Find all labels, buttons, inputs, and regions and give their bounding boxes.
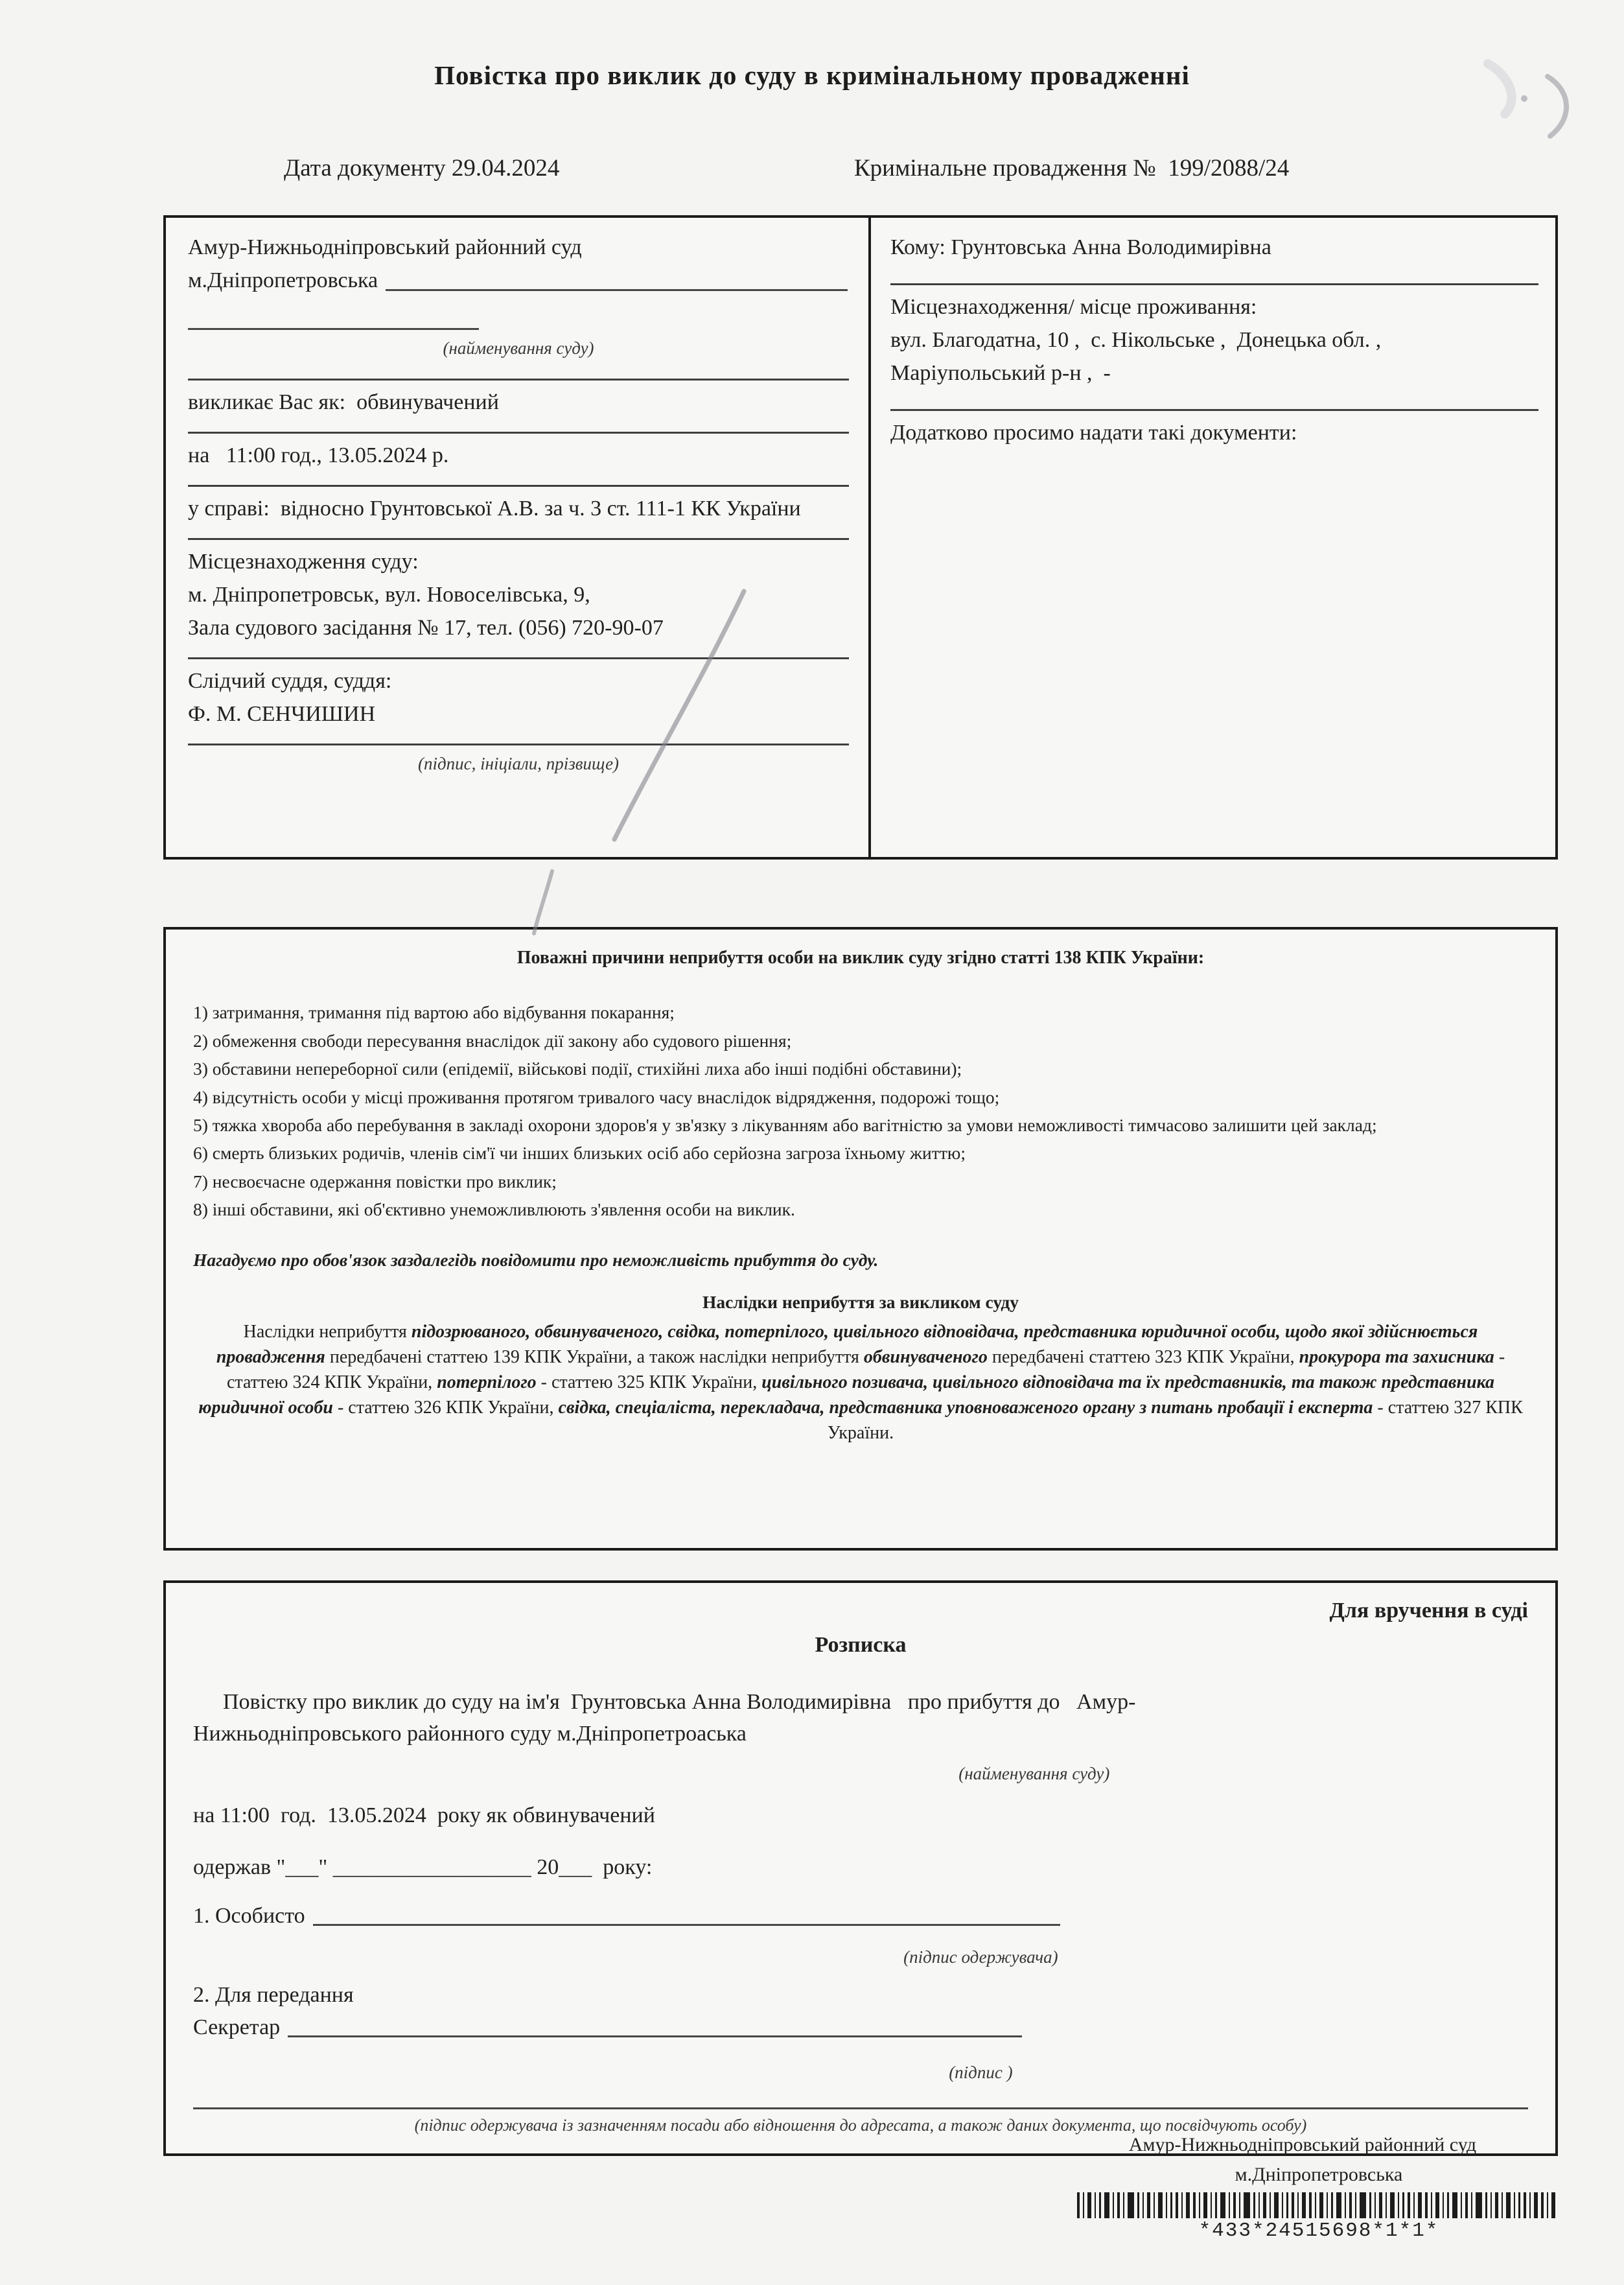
separator-line [188,538,849,540]
recipient-line: Кому: Грунтовська Анна Володимирівна [890,235,1271,259]
valid-reasons-box [163,927,1558,1551]
secretary-row [193,2011,1528,2043]
recipient-signature-caption: (підпис одержувача) [903,1947,1058,1967]
delivery-corner-note: Для вручення в суді [1329,1599,1528,1623]
consequences-paragraph: Наслідки неприбуття підозрюваного, обвинуваченого, свідка, потерпілого, цивільного відповідача, представника юридичної особи, щодо якої здійснюється провадження передбачені статтею 139 КПК України, а також наслідки неприбуття обвинуваченого передбачені статтею 323 КПК України, прокурора та захисника - статтею 324 КПК України, потерпілого - статтею 325 КПК України, цивільного позивача, цивільного відповідача та їх представників, та також представника юридичної особи - статтею 326 КПК України, свідка, спеціаліста, перекладача, представника уповноваженого органу з питань пробації і експерта - статтею 327 КПК України. [198,1321,1523,1444]
court-location-label: Місцезнаходження суду: [188,549,419,574]
page-title: Повістка про виклик до суду в кримінальному провадженні [434,60,1190,90]
blank-line-long [193,2107,1528,2109]
reason-item: 2) обмеження свободи пересування внаслідок дії закону або судового рішення; [193,1030,792,1051]
court-name-row [188,264,849,297]
court-location-line1: м. Дніпропетровськ, вул. Новоселівська, 9, [188,582,590,607]
judge-label: Слідчий суддя, суддя: [188,668,392,693]
judge-signature-caption: (підпис, ініціали, прізвище) [417,753,620,773]
signature-blank-line [288,2035,1022,2037]
secretary-label: Секретар [193,2015,281,2039]
reason-item: 3) обставини непереборної сили (епідемії, військові події, стихійні лиха або інші подібні обставини); [193,1059,962,1079]
court-name-line1: Амур-Нижньодніпровський районний суд [188,235,582,259]
blank-line [386,289,848,291]
pencil-dot [1521,95,1527,102]
attend-time-line: на 11:00 год. 13.05.2024 року як обвинувачений [193,1803,655,1828]
court-cell [166,218,871,857]
residence-label: Місцезнаходження/ місце проживання: [890,295,1257,319]
court-location-line2: Зала судового засідання № 17, тел. (056) 720-90-07 [188,615,664,640]
recipient-cell [871,218,1555,857]
court-name-caption: (найменування суду) [443,338,594,358]
transfer-label: 2. Для передання [193,1983,354,2008]
reason-item: 1) затримання, тримання під вартою або відбування покарання; [193,1002,675,1023]
barcode-text: *433*24515698*1*1* [1198,2220,1439,2242]
receipt-box [163,1580,1558,2156]
signature-caption: (підпис ) [949,2062,1013,2082]
valid-reasons-list [193,998,1528,1224]
case-number: Кримінальне провадження № 199/2088/24 [854,155,1290,182]
blank-line-short [188,306,479,330]
hearing-time-line: на 11:00 год., 13.05.2024 р. [188,443,449,467]
judge-name: Ф. М. СЕНЧИШИН [188,701,376,726]
receipt-heading: Розписка [815,1633,907,1658]
separator-line [188,379,849,381]
court-name-line2: м.Дніпропетровська [188,268,378,292]
notify-obligation-reminder: Нагадуємо про обов'язок заздалегідь повідомити про неможливість прибуття до суду. [193,1249,879,1270]
barcode [1077,2192,1560,2218]
reason-item: 7) несвоєчасне одержання повістки про виклик; [193,1171,557,1191]
personally-label: 1. Особисто [193,1903,305,1928]
reason-item: 6) смерть близьких родичів, членів сім'ї чи інших близьких осіб або серйозна загроза їхньому життю; [193,1143,966,1164]
reason-item: 4) відсутність особи у місці проживання протягом тривалого часу внаслідок відрядження, подорожі тощо; [193,1086,1000,1107]
consequences-title: Наслідки неприбуття за викликом суду [702,1292,1019,1313]
footer-court-name: Амур-Нижньодніпровський районний суд [1128,2134,1477,2155]
receipt-body-line1: Повістку про виклик до суду на ім'я Грунтовська Анна Володимирівна про прибуття до Амур- [223,1689,1136,1714]
signature-blank-line [313,1924,1061,1926]
separator-line [188,657,849,659]
summons-table [163,215,1558,860]
separator-line [188,744,849,745]
valid-reasons-heading: Поважні причини неприбуття особи на виклик суду згідно статті 138 КПК України: [516,948,1205,968]
receipt-bottom-caption: (підпис одержувача із зазначенням посади або відношення до адресата, а також даних документа, що посвідчують особу) [414,2116,1307,2135]
summoned-as-line: викликає Вас як: обвинувачений [188,390,499,414]
court-name-caption: (найменування суду) [958,1764,1110,1784]
separator-line [188,485,849,487]
personally-row [193,1900,1528,1932]
pen-stroke-tail [534,871,552,933]
footer-court-city: м.Дніпропетровська [1235,2164,1403,2185]
separator-line [890,283,1538,285]
receipt-body-line2: Нижньодніпровського районного суду м.Дніпропетроаська [193,1721,747,1746]
documents-request-label: Додатково просимо надати такі документи: [890,421,1297,445]
separator-line [890,409,1538,411]
residence-line1: вул. Благодатна, 10 , с. Нікольське , Донецька обл. , [890,328,1382,352]
separator-line [188,432,849,434]
reason-item: 8) інші обставини, які об'єктивно унеможливлюють з'явлення особи на виклик. [193,1199,795,1220]
received-date-line: одержав "___" __________________ 20___ року: [193,1855,653,1879]
case-line: у справі: відносно Грунтовської А.В. за ч. 3 ст. 111-1 КК України [188,496,801,521]
reason-item: 5) тяжка хвороба або перебування в закладі охорони здоров'я у зв'язку з лікуванням або вагітністю за умови неможливості тимчасово залишити цей заклад; [193,1114,1377,1135]
residence-line2: Маріупольський р-н , - [890,361,1111,385]
document-date: Дата документу 29.04.2024 [284,155,560,182]
